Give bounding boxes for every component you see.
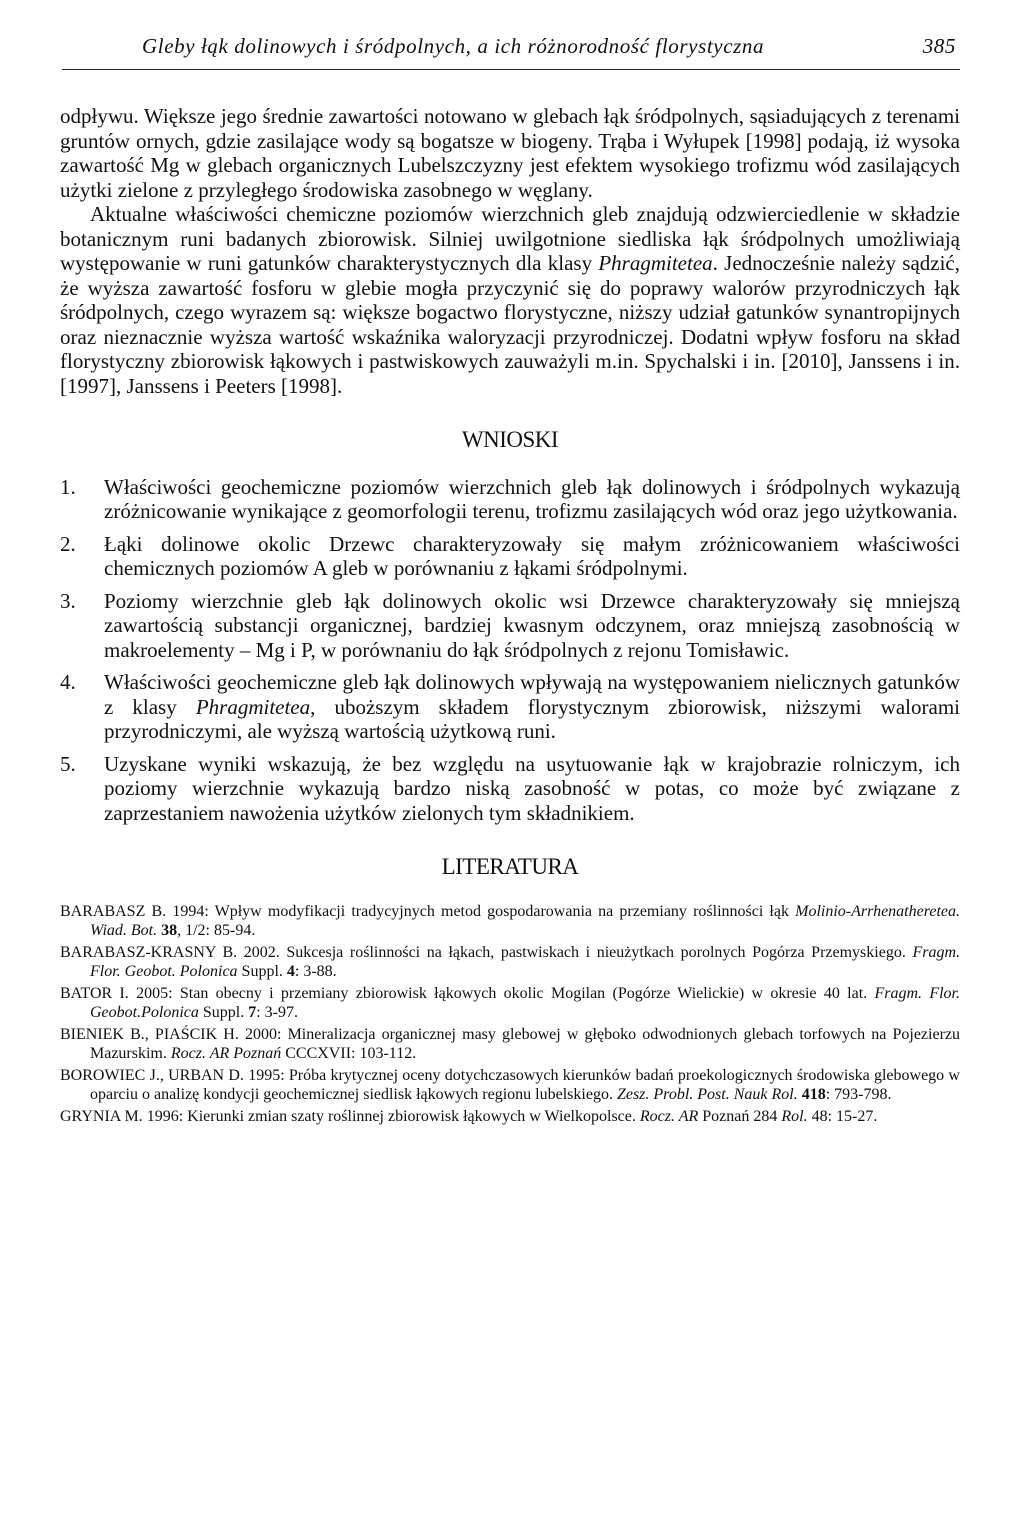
ref-journal: Rol. bbox=[781, 1107, 808, 1125]
conclusion-item bbox=[60, 589, 960, 663]
ref-journal: Fragm. Flor. Geobot.Polonica bbox=[90, 984, 961, 1021]
ref-journal: Molinio-Arrhenatheretea. Wiad. Bot. bbox=[90, 902, 960, 939]
item-number: 4. bbox=[60, 670, 76, 694]
article-body bbox=[60, 104, 960, 1129]
ref-journal: Zesz. Probl. Post. Nauk Rol. bbox=[616, 1085, 798, 1103]
reference-list bbox=[60, 902, 960, 1126]
running-title: Gleby łąk dolinowych i śródpolnych, a ich różnorodność florystyczna bbox=[142, 34, 765, 58]
ref-author: BARABASZ-KRASNY B. bbox=[60, 943, 238, 961]
item-text: Właściwości geochemiczne gleb łąk dolinowych wpływają na występowaniem nielicznych gatunków z klasy Phragmitetea, uboższym składem florystycznym zbiorowisk, niższymi walorami przyrodniczymi, ale wyższą wartością użytkową runi. bbox=[104, 670, 960, 743]
reference-item: BARABASZ-KRASNY B. 2002. Sukcesja roślinności na łąkach, pastwiskach i nieużytkach porolnych Pogórza Przemyskiego. Fragm. Flor. Geobot. Polonica Suppl. 4: 3-88. bbox=[60, 943, 961, 980]
reference-item: GRYNIA M. 1996: Kierunki zmian szaty roślinnej zbiorowisk łąkowych w Wielkopolsce. Rocz. AR Poznań 284 Rol. 48: 15-27. bbox=[60, 1107, 878, 1125]
ref-volume: 418 bbox=[801, 1085, 826, 1103]
paragraph: Aktualne właściwości chemiczne poziomów wierzchnich gleb znajdują odzwierciedlenie w składzie botanicznym runi badanych zbiorowisk. Silniej uwilgotnione siedliska łąk śródpolnych umożliwiają występowanie w runi gatunków charakterystycznych dla klasy Phragmitetea. Jednocześnie należy sądzić, że wyższa zawartość fosforu w glebie mogła przyczynić się do poprawy walorów przyrodniczych łąk śródpolnych, czego wyrazem są: większe bogactwo florystyczne, niższy udział gatunków synantropijnych oraz nieznacznie wyższa wartość wskaźnika waloryzacji przyrodniczej. Dodatni wpływ fosforu na skład florystyczny zbiorowisk łąkowych i pastwiskowych zauważyli m.in. Spychalski i in. [2010], Janssens i in. [1997], Janssens i Peeters [1998]. bbox=[60, 202, 960, 398]
reference-item: BIENIEK B., PIAŚCIK H. 2000: Mineralizacja organicznej masy glebowej w głęboko odwodnionych glebach torfowych na Pojezierzu Mazurskim. Rocz. AR Poznań CCCXVII: 103-112. bbox=[60, 1025, 960, 1062]
reference-item: BOROWIEC J., URBAN D. 1995: Próba krytycznej oceny dotychczasowych kierunków badań proekologicznych środowiska glebowego w oparciu o analizę kondycji geochemicznej siedlisk łąkowych regionu lubelskiego. Zesz. Probl. Post. Nauk Rol. 418: 793-798. bbox=[60, 1066, 960, 1103]
conclusion-item bbox=[60, 670, 960, 744]
item-text: Poziomy wierzchnie gleb łąk dolinowych okolic wsi Drzewce charakteryzowały się mniejszą zawartością substancji organicznej, bardziej kwasnym odczynem, oraz mniejszą zasobnością w makroelementy – Mg i P, w porównaniu do łąk śródpolnych z rejonu Tomisławic. bbox=[104, 588, 960, 662]
conclusion-item bbox=[60, 475, 960, 524]
literature-heading: LITERATURA bbox=[441, 854, 579, 879]
ref-volume: 38 bbox=[161, 921, 178, 939]
ref-author: BOROWIEC J., URBAN D. bbox=[60, 1066, 244, 1084]
item-number: 3. bbox=[60, 588, 76, 613]
ref-author: BATOR I. bbox=[60, 984, 129, 1002]
page-header bbox=[62, 30, 960, 70]
item-number: 2. bbox=[60, 531, 76, 556]
ref-journal: Fragm. Flor. Geobot. Polonica bbox=[90, 943, 961, 980]
conclusions-list bbox=[60, 475, 960, 826]
ref-journal: Rocz. AR bbox=[639, 1107, 699, 1125]
conclusions-heading: WNIOSKI bbox=[461, 427, 559, 452]
item-text: Uzyskane wyniki wskazują, że bez względu na usytuowanie łąk w krajobrazie rolniczym, ich poziomy wierzchnie wykazują bardzo niską zasobność w potas, co może być związane z zaprzestaniem nawożenia użytków zielonych tym składnikiem. bbox=[104, 751, 960, 825]
ref-volume: 4 bbox=[286, 962, 295, 980]
ref-author: GRYNIA M. bbox=[60, 1107, 143, 1125]
ref-volume: 7 bbox=[248, 1003, 257, 1021]
item-text: Właściwości geochemiczne poziomów wierzchnich gleb łąk dolinowych i śródpolnych wykazują zróżnicowanie wynikające z geomorfologii terenu, trofizmu zasilających wód oraz jego użytkowania. bbox=[104, 474, 960, 523]
reference-item: BARABASZ B. 1994: Wpływ modyfikacji tradycyjnych metod gospodarowania na przemiany roślinności łąk Molinio-Arrhenatheretea. Wiad. Bot. 38, 1/2: 85-94. bbox=[60, 902, 960, 939]
paragraph: odpływu. Większe jego średnie zawartości notowano w glebach łąk śródpolnych, sąsiadujących z terenami gruntów ornych, gdzie zasilające wody są bogatsze w biogeny. Trąba i Wyłupek [1998] podają, iż wysoka zawartość Mg w glebach organicznych Lubelszczyzny jest efektem wysokiego trofizmu wód zasilających użytki zielone z przyległego środowiska zasobnego w węglany. bbox=[60, 104, 960, 202]
item-number: 1. bbox=[60, 474, 76, 499]
item-number: 5. bbox=[60, 751, 76, 776]
item-text: Łąki dolinowe okolic Drzewc charakteryzowały się małym zróżnicowaniem właściwości chemicznych poziomów A gleb w porównaniu z łąkami śródpolnymi. bbox=[104, 531, 960, 580]
ref-author: BIENIEK B., PIAŚCIK H. bbox=[60, 1025, 239, 1043]
page-number: 385 bbox=[922, 34, 956, 58]
conclusion-item bbox=[60, 752, 960, 826]
conclusion-item bbox=[60, 532, 960, 581]
reference-item: BATOR I. 2005: Stan obecny i przemiany zbiorowisk łąkowych okolic Mogilan (Pogórze Wielickie) w okresie 40 lat. Fragm. Flor. Geobot.Polonica Suppl. 7: 3-97. bbox=[60, 984, 961, 1021]
ref-author: BARABASZ B. bbox=[60, 902, 167, 920]
ref-journal: Rocz. AR Poznań bbox=[170, 1044, 282, 1062]
